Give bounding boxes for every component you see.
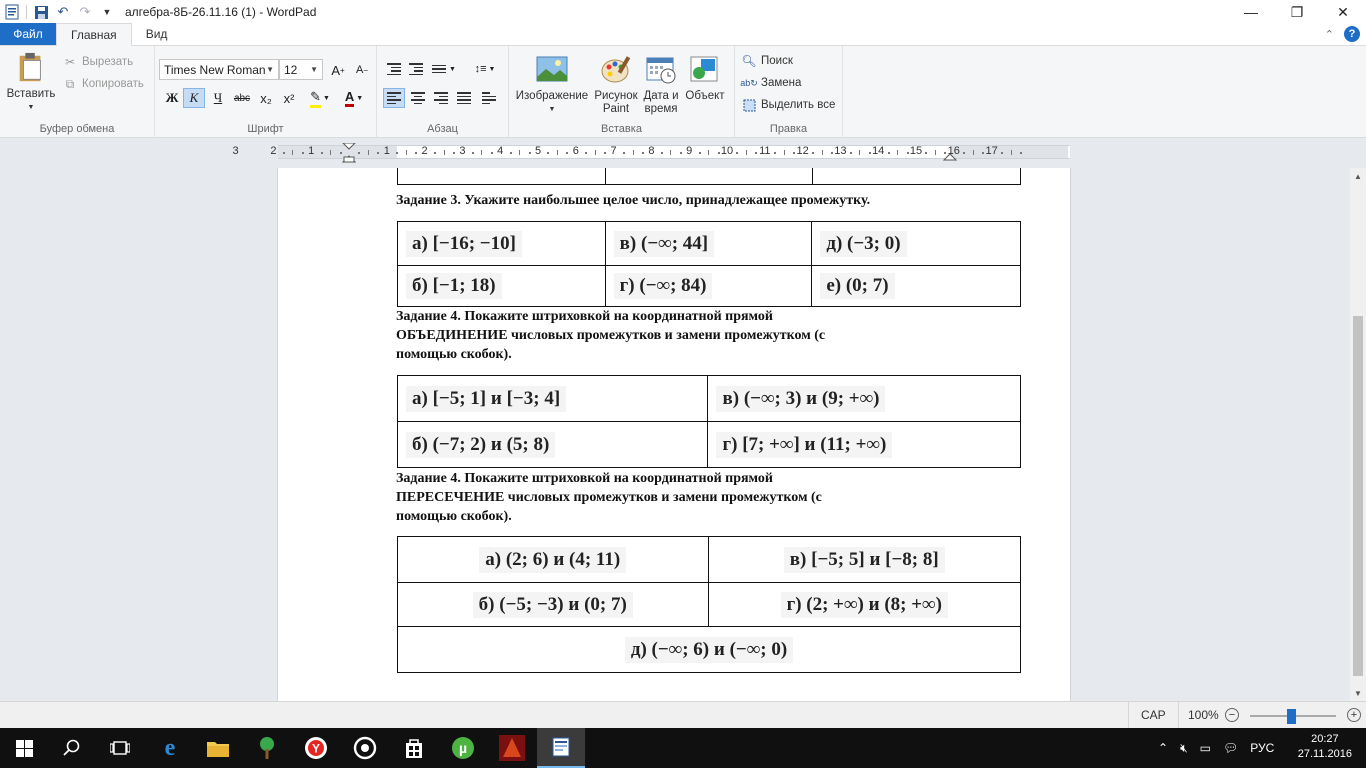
ruler-number: 3 — [459, 145, 466, 157]
ribbon-tabs — [0, 24, 1366, 46]
ruler-number: 3 — [232, 145, 239, 157]
close-button[interactable]: ✕ — [1337, 3, 1349, 20]
ruler-tick — [340, 152, 342, 154]
ruler-number: 17 — [985, 145, 998, 157]
ruler-tick — [358, 152, 360, 154]
task4b-cell — [398, 583, 709, 627]
ruler-tick — [453, 152, 455, 154]
ruler-tick — [406, 150, 407, 155]
app-tree-button[interactable] — [243, 728, 291, 768]
ruler-number: 6 — [572, 145, 579, 157]
copy-button[interactable] — [62, 74, 144, 94]
clipboard-group — [0, 46, 155, 138]
font-size-value: 12 — [284, 62, 298, 77]
help-icon[interactable]: ? — [1344, 26, 1360, 42]
ruler-tick — [377, 152, 379, 154]
line-spacing-icon: ↕≡ — [474, 63, 487, 75]
scroll-down-icon[interactable]: ▼ — [1354, 688, 1362, 698]
copy-label: Копировать — [82, 78, 144, 90]
status-bar — [0, 701, 1366, 728]
ruler-tick — [368, 150, 369, 155]
file-explorer-button[interactable] — [194, 728, 242, 768]
ruler-tick — [963, 152, 965, 154]
document-page[interactable] — [277, 168, 1071, 701]
task3-cell — [605, 222, 812, 266]
date-time-label: Дата и время — [643, 90, 679, 115]
task4a-cell-text: в) (−∞; 3) и (9; +∞) — [716, 386, 885, 412]
task4a-cell — [708, 422, 1021, 468]
game-app-button[interactable] — [488, 728, 536, 768]
horizontal-ruler[interactable] — [232, 145, 1070, 159]
task4b-cell — [398, 627, 1021, 673]
insert-group-label: Вставка — [601, 123, 642, 135]
task4b-cell-text: в) [−5; 5] и [−8; 8] — [784, 547, 945, 573]
ruler-tick — [822, 150, 823, 155]
ruler-tick — [850, 152, 852, 154]
insert-object-button[interactable] — [681, 54, 729, 103]
task4a-cell-text: а) [−5; 1] и [−3; 4] — [406, 386, 566, 412]
ruler-number: 4 — [497, 145, 504, 157]
subscript-button[interactable] — [255, 88, 277, 108]
find-label: Поиск — [761, 55, 793, 67]
folder-icon — [207, 739, 229, 757]
ruler-tick — [585, 152, 587, 154]
task4b-cell — [708, 583, 1021, 627]
task4a-line3: помощью скобок). — [396, 347, 512, 362]
replace-button[interactable] — [741, 73, 801, 93]
clock-time: 20:27 — [1311, 733, 1339, 745]
ruler-tick — [661, 152, 663, 154]
save-icon[interactable] — [33, 4, 49, 20]
ruler-tick — [434, 152, 436, 154]
align-center-button[interactable] — [407, 88, 429, 108]
ruler-tick — [774, 152, 776, 154]
grow-font-button[interactable]: A + — [331, 62, 345, 78]
separator — [26, 5, 27, 19]
ruler-number: 8 — [648, 145, 655, 157]
paint-drawing-button[interactable] — [591, 54, 641, 116]
bullet-list-icon — [432, 65, 446, 74]
task4b-line2: ПЕРЕСЕЧЕНИЕ числовых промежутков и замени промежутком (с — [396, 490, 822, 505]
show-hidden-icons-icon[interactable]: ⌃ — [1158, 741, 1169, 755]
language-indicator[interactable]: РУС — [1250, 741, 1275, 755]
task3-cell-text: г) (−∞; 84) — [614, 273, 713, 299]
scroll-thumb[interactable] — [1353, 316, 1363, 676]
task3-cell — [812, 222, 1021, 266]
ruler-tick — [566, 152, 568, 154]
chevron-down-icon: ▼ — [449, 65, 456, 73]
replace-icon: ab↻ — [740, 77, 758, 88]
ruler-tick — [708, 150, 709, 155]
task4b-cell-text: д) (−∞; 6) и (−∞; 0) — [625, 637, 793, 663]
task3-cell — [605, 266, 812, 307]
task4b-line3: помощью скобок). — [396, 509, 512, 524]
zoom-out-button[interactable]: − — [1225, 708, 1239, 722]
ruler-tick — [736, 152, 738, 154]
title-bar — [0, 0, 1366, 24]
volume-muted-icon[interactable]: 🔇︎ — [1180, 740, 1188, 755]
game-icon — [499, 735, 525, 761]
ruler-right-margin — [951, 146, 1068, 158]
collapse-ribbon-icon[interactable]: ⌃ — [1324, 28, 1334, 41]
utorrent-button[interactable] — [439, 728, 487, 768]
ruler-tick — [472, 152, 474, 154]
align-center-icon — [411, 92, 425, 104]
subscript-icon: x₂ — [260, 90, 272, 106]
previous-table-fragment — [397, 168, 1021, 185]
increase-indent-button[interactable] — [405, 59, 427, 79]
ruler-tick — [944, 152, 946, 154]
ruler-tick — [897, 150, 898, 155]
ruler-tick — [869, 152, 871, 154]
ruler-number: 7 — [610, 145, 617, 157]
task3-title: Задание 3. Укажите наибольшее целое число, принадлежащее промежутку. — [396, 193, 871, 208]
font-family-select[interactable] — [159, 59, 279, 80]
ruler-tick — [1001, 152, 1003, 154]
ruler-tick — [330, 150, 331, 155]
replace-label: Замена — [761, 77, 802, 89]
task-view-button[interactable] — [96, 728, 144, 768]
task3-cell-text: в) (−∞; 44] — [614, 231, 714, 257]
undo-icon[interactable]: ↶ — [57, 4, 69, 19]
highlighter-icon: ✎ — [310, 89, 321, 108]
chevron-down-icon: ▼ — [310, 65, 318, 74]
edit-group-label: Правка — [769, 123, 808, 135]
ruler-tick — [784, 150, 785, 155]
indent-marker-icon[interactable] — [342, 143, 356, 163]
chevron-down-icon: ▼ — [322, 94, 330, 102]
task3-table — [397, 221, 1021, 307]
italic-button[interactable] — [183, 88, 205, 108]
copy-icon: ⧉ — [65, 76, 75, 91]
ruler-number: 9 — [686, 145, 693, 157]
ribbon — [0, 46, 1366, 138]
ruler-tick — [670, 150, 671, 155]
font-group-label: Шрифт — [247, 123, 284, 135]
ruler-number: 16 — [947, 145, 960, 157]
ruler-tick — [604, 152, 606, 154]
tab-home[interactable]: Главная — [56, 23, 132, 46]
ruler-number: 12 — [796, 145, 809, 157]
store-icon — [403, 737, 425, 759]
ruler-number: 2 — [270, 145, 277, 157]
tab-file[interactable]: Файл — [0, 23, 56, 45]
insert-image-label: Изображение — [515, 90, 589, 102]
start-button[interactable] — [0, 728, 48, 768]
ruler-tick — [444, 150, 445, 155]
ruler-tick — [699, 152, 701, 154]
task-view-icon — [110, 740, 130, 756]
ruler-number: 11 — [759, 145, 771, 157]
paragraph-group — [377, 46, 509, 138]
redo-icon[interactable]: ↷ — [79, 4, 91, 19]
task4a-line1: Задание 4. Покажите штриховкой на координатной прямой — [396, 309, 773, 324]
ruler-tick — [831, 152, 833, 154]
caps-lock-indicator: CAP — [1128, 702, 1179, 728]
select-all-button[interactable] — [741, 95, 835, 115]
grow-font-icon: A — [331, 62, 340, 78]
bullet-list-button[interactable] — [429, 59, 459, 79]
highlight-color-button[interactable] — [305, 88, 335, 108]
decrease-indent-icon — [387, 63, 401, 75]
cut-label: Вырезать — [82, 56, 134, 68]
task4b-table — [397, 536, 1021, 673]
search-icon — [63, 739, 81, 757]
insert-image-button[interactable] — [513, 54, 591, 116]
task4a-cell-text: б) (−7; 2) и (5; 8) — [406, 432, 555, 458]
task3-cell-text: д) (−3; 0) — [820, 231, 906, 257]
ruler-tick — [935, 150, 936, 155]
maximize-button[interactable]: ❐ — [1290, 3, 1304, 20]
chevron-down-icon: ▼ — [356, 94, 364, 102]
ruler-tick — [982, 152, 984, 154]
binoculars-icon: 🔍︎ — [741, 54, 757, 68]
task4b-line1: Задание 4. Покажите штриховкой на координатной прямой — [396, 471, 773, 486]
line-spacing-button[interactable] — [469, 59, 501, 79]
insert-group — [509, 46, 735, 138]
paragraph-group-label: Абзац — [427, 123, 458, 135]
ruler-tick — [529, 152, 531, 154]
font-color-button[interactable] — [339, 88, 369, 108]
ruler-number: 15 — [909, 145, 923, 157]
align-right-button[interactable] — [430, 88, 452, 108]
underline-button[interactable] — [207, 88, 229, 108]
zoom-level[interactable]: 100% — [1188, 708, 1219, 722]
paste-button[interactable] — [6, 52, 56, 114]
ruler-number: 2 — [421, 145, 428, 157]
ruler-tick — [755, 152, 757, 154]
task3-cell-text: а) [−16; −10] — [406, 231, 522, 257]
ruler-tick — [547, 152, 549, 154]
task4b-cell-text: г) (2; +∞) и (8; +∞) — [781, 592, 948, 618]
window-title: алгебра-8Б-26.11.16 (1) - WordPad — [125, 5, 317, 19]
zoom-in-button[interactable]: + — [1347, 708, 1361, 722]
ruler-tick — [510, 152, 512, 154]
strikethrough-button[interactable] — [231, 88, 253, 108]
chevron-down-icon: ▼ — [548, 106, 556, 113]
ruler-tick — [519, 150, 520, 155]
task3-cell — [398, 266, 606, 307]
select-all-icon — [741, 97, 757, 113]
ruler-tick — [481, 150, 482, 155]
utorrent-icon — [451, 736, 475, 760]
document-area[interactable] — [0, 168, 1350, 701]
superscript-button[interactable] — [278, 88, 300, 108]
superscript-icon: x² — [283, 90, 295, 106]
paint-drawing-label: Рисунок Paint — [594, 90, 638, 115]
ruler-tick — [633, 150, 634, 155]
wordpad-icon — [551, 737, 571, 757]
edge-icon: e — [164, 734, 176, 761]
wordpad-taskbar-button[interactable] — [537, 728, 585, 768]
ruler-tick — [321, 152, 323, 154]
paragraph-icon — [482, 92, 496, 104]
insert-object-label: Объект — [685, 90, 725, 102]
svg-text:µ: µ — [458, 740, 468, 756]
ruler-tick — [746, 150, 747, 155]
ruler-tick — [1011, 150, 1012, 155]
yandex-icon — [304, 736, 328, 760]
justify-icon — [457, 92, 471, 104]
task4b-cell — [708, 537, 1021, 583]
bold-icon: Ж — [165, 90, 179, 105]
ruler-tick — [292, 150, 293, 155]
font-color-icon: A — [345, 90, 354, 107]
ruler-tick — [1020, 152, 1022, 154]
ruler-tick — [793, 152, 795, 154]
task4b-cell-text: б) (−5; −3) и (0; 7) — [473, 592, 633, 618]
calendar-clock-icon — [645, 54, 677, 86]
task3-cell-text: б) [−1; 18) — [406, 273, 502, 299]
ruler-tick — [396, 152, 398, 154]
tab-view[interactable]: Вид — [145, 27, 168, 41]
quick-access-toolbar — [0, 0, 115, 24]
shrink-font-icon: A — [355, 64, 364, 76]
date-time-button[interactable] — [641, 54, 681, 116]
edit-group — [735, 46, 843, 138]
task4a-line2: ОБЪЕДИНЕНИЕ числовых промежутков и замени промежутком (с — [396, 328, 826, 343]
decrease-indent-button[interactable] — [383, 59, 405, 79]
customize-toolbar-icon[interactable]: ▼ — [102, 7, 112, 17]
network-icon[interactable]: ▭ — [1199, 741, 1211, 755]
italic-icon: К — [189, 90, 199, 105]
paste-label: Вставить — [6, 88, 56, 100]
ruler-tick — [888, 152, 890, 154]
justify-button[interactable] — [453, 88, 475, 108]
ruler-tick — [925, 152, 927, 154]
yandex-browser-button[interactable] — [292, 728, 340, 768]
clock[interactable] — [1298, 732, 1352, 762]
tree-icon — [257, 736, 277, 760]
ruler-tick — [907, 152, 909, 154]
ruler-tick — [491, 152, 493, 154]
ruler-number: 14 — [872, 145, 885, 157]
ruler-number: 5 — [534, 145, 542, 157]
vertical-scrollbar[interactable] — [1350, 168, 1366, 701]
ruler-tick — [812, 152, 814, 154]
bold-button[interactable] — [161, 88, 183, 108]
ruler-tick — [283, 152, 285, 154]
ruler-tick — [973, 150, 974, 155]
task4a-table — [397, 375, 1021, 468]
task4a-cell — [398, 422, 708, 468]
ruler-tick — [557, 150, 558, 155]
media-app-button[interactable] — [341, 728, 389, 768]
paste-dropdown-icon: ▼ — [27, 104, 35, 111]
cut-button[interactable] — [62, 52, 133, 72]
store-button[interactable] — [390, 728, 438, 768]
notification-icon[interactable]: 💬︎ — [1222, 741, 1239, 755]
find-button[interactable] — [741, 51, 793, 71]
wordpad-app-icon[interactable] — [4, 4, 20, 20]
ruler-tick — [680, 152, 682, 154]
minimize-button[interactable]: — — [1244, 4, 1258, 20]
edge-browser-button[interactable] — [146, 728, 194, 768]
task4b-cell-text: а) (2; 6) и (4; 11) — [479, 547, 626, 573]
search-button[interactable] — [48, 728, 96, 768]
windows-logo-icon — [16, 740, 33, 757]
ruler-tick — [415, 152, 417, 154]
scroll-up-icon[interactable]: ▲ — [1354, 171, 1362, 181]
ruler-tick — [642, 152, 644, 154]
align-right-icon — [434, 92, 448, 104]
strikethrough-icon: abc — [233, 92, 251, 104]
image-icon — [536, 54, 568, 86]
ruler-tick — [859, 150, 860, 155]
ruler-tick — [595, 150, 596, 155]
ruler-number: 1 — [383, 145, 390, 157]
shrink-font-button[interactable]: A − — [355, 64, 368, 76]
chevron-down-icon: ▼ — [488, 65, 496, 73]
underline-icon: Ч — [213, 90, 223, 105]
font-family-value: Times New Roman — [164, 62, 266, 77]
font-size-select[interactable] — [279, 59, 323, 80]
ruler-tick — [718, 152, 720, 154]
font-group — [155, 46, 377, 138]
ruler-number: 13 — [834, 145, 847, 157]
align-left-button[interactable] — [383, 88, 405, 108]
task4a-cell — [708, 376, 1021, 422]
task3-cell-text: е) (0; 7) — [820, 273, 894, 299]
task4a-cell — [398, 376, 708, 422]
ruler-number: 1 — [308, 145, 315, 157]
chevron-down-icon: ▼ — [266, 65, 274, 74]
ruler-tick — [302, 152, 304, 154]
paragraph-settings-button[interactable] — [478, 88, 500, 108]
clipboard-group-label: Буфер обмена — [39, 123, 115, 135]
paste-icon — [15, 52, 47, 84]
taskbar — [0, 728, 1366, 768]
svg-text:Y: Y — [311, 741, 321, 756]
task3-cell — [398, 222, 606, 266]
ruler-number: 10 — [720, 145, 734, 157]
paint-palette-icon — [600, 54, 632, 86]
increase-indent-icon — [409, 63, 423, 75]
select-all-label: Выделить все — [761, 99, 836, 111]
align-left-icon — [387, 92, 401, 104]
task4b-cell — [398, 537, 709, 583]
ruler-tick — [623, 152, 625, 154]
object-icon — [689, 54, 721, 86]
target-icon — [353, 736, 377, 760]
scissors-icon: ✂ — [64, 55, 76, 69]
system-tray — [1158, 728, 1274, 768]
clock-date: 27.11.2016 — [1297, 748, 1352, 760]
zoom-slider-thumb[interactable] — [1287, 709, 1296, 724]
task3-cell — [812, 266, 1021, 307]
task4a-cell-text: г) [7; +∞] и (11; +∞) — [716, 432, 892, 458]
